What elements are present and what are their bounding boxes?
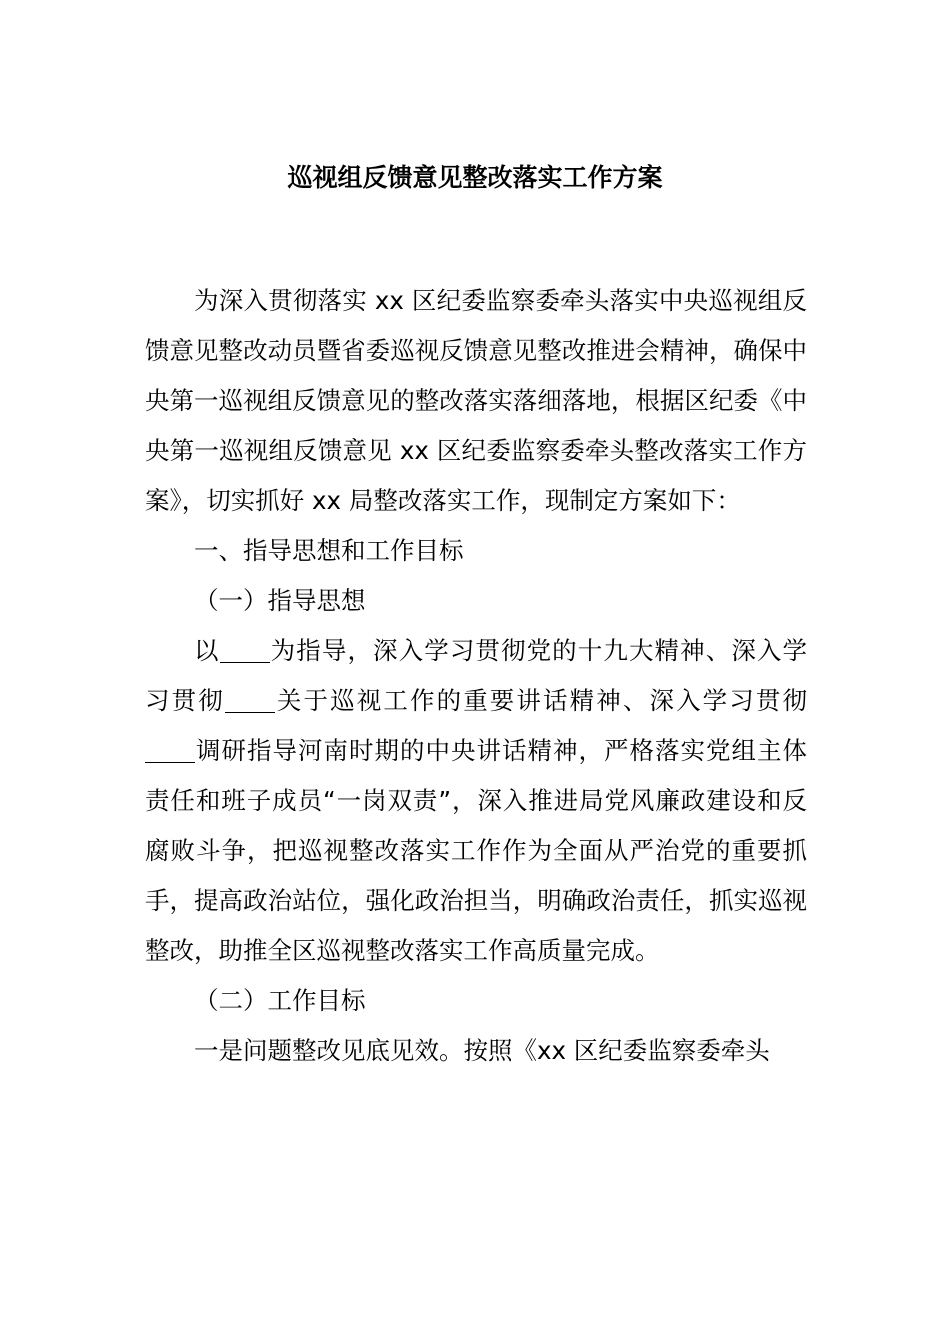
text-run: 关于巡视工作的重要讲话精神、深入学习贯彻 bbox=[274, 686, 807, 715]
section-heading-1: 一、指导思想和工作目标 bbox=[194, 536, 464, 565]
blank-underline bbox=[145, 738, 195, 763]
blank-underline bbox=[225, 688, 275, 713]
intro-paragraph: 为深入贯彻落实 xx 区纪委监察委牵头落实中央巡视组反馈意见整改动员暨省委巡视反馈意见整改推进会精神，确保中央第一巡视组反馈意见的整改落实落细落地，根据区纪委《中央第一巡视组反馈意见 xx 区纪委监察委牵头整改落实工作方案》，切实抓好 xx 局整改落实工作，现制定方案如下： bbox=[145, 286, 807, 515]
subsection-heading-work-goals: （二）工作目标 bbox=[194, 986, 366, 1015]
document-body bbox=[145, 276, 807, 1076]
blank-underline bbox=[220, 638, 270, 663]
text-run: 调研指导河南时期的中央讲话精神，严格落实党组主体责任和班子成员“一岗双责”，深入推进局党风廉政建设和反腐败斗争，把巡视整改落实工作作为全面从严治党的重要抓手，提高政治站位，强化政治担当，明确政治责任，抓实巡视整改，助推全区巡视整改落实工作高质量完成。 bbox=[145, 736, 807, 965]
text-run: 以 bbox=[194, 636, 220, 665]
guiding-ideology-paragraph bbox=[145, 626, 807, 976]
work-goals-paragraph: 一是问题整改见底见效。按照《xx 区纪委监察委牵头 bbox=[194, 1036, 770, 1065]
text-run: 为指导，深入学习贯彻党的十九大精神、深入学习贯彻 bbox=[145, 636, 808, 715]
document-title: 巡视组反馈意见整改落实工作方案 bbox=[287, 163, 663, 192]
subsection-heading-guiding-ideology: （一）指导思想 bbox=[194, 586, 366, 615]
